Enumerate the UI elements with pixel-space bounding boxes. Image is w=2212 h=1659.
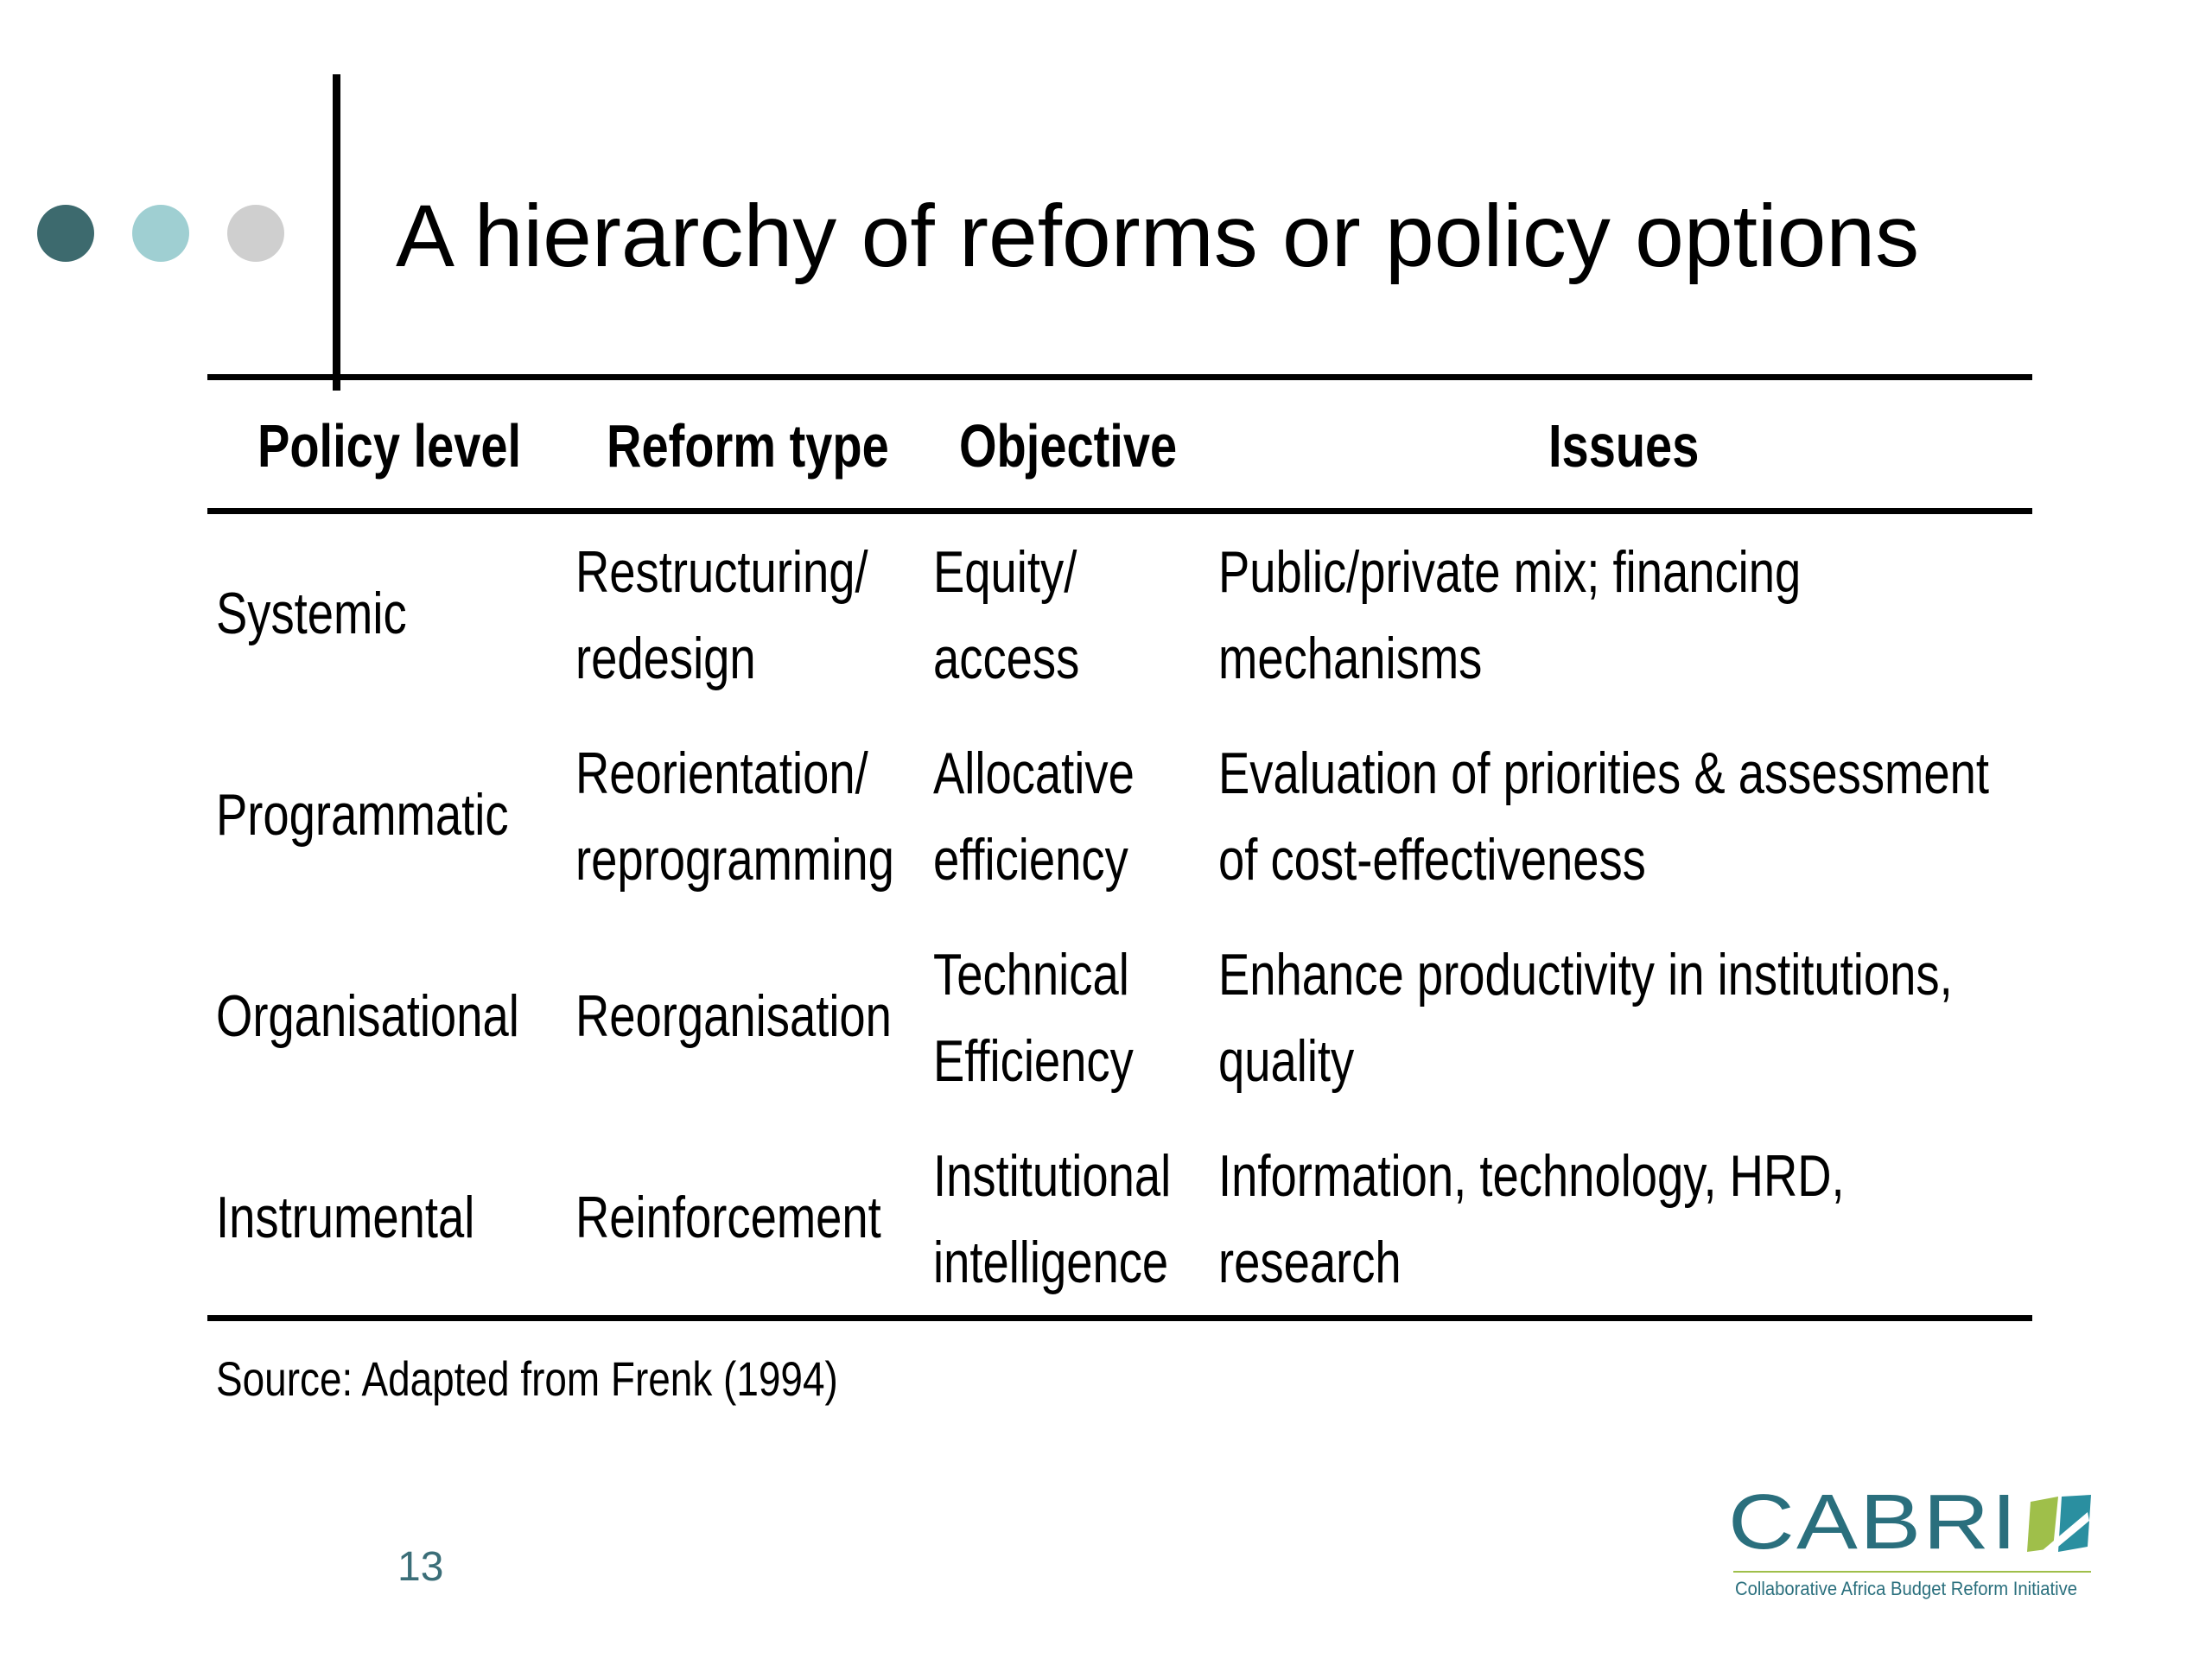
row-instrumental-objective: Institutional intelligence (933, 1143, 1172, 1295)
row-systemic-level: Systemic (216, 581, 407, 646)
header-issues: Issues (1548, 412, 1700, 480)
logo-wordmark: CABRI (1728, 1479, 2019, 1566)
cabri-logo (1728, 1479, 2100, 1602)
row-instrumental-issues: Information, technology, HRD, research (1218, 1143, 1845, 1295)
row-instrumental-reform: Reinforcement (575, 1185, 881, 1250)
row-systemic-reform: Restructuring/ redesign (575, 539, 868, 691)
row-organisational-issues: Enhance productivity in institutions, quality (1218, 942, 1953, 1094)
page-number: 13 (397, 1544, 444, 1590)
row-organisational-objective: Technical Efficiency (933, 942, 1134, 1094)
row-programmatic-issues: Evaluation of priorities & assessment of cost-effectiveness (1218, 741, 1989, 893)
row-organisational-reform: Reorganisation (575, 983, 892, 1049)
row-programmatic-objective: Allocative efficiency (933, 741, 1135, 893)
header-reform-type: Reform type (607, 412, 889, 480)
table-top-rule (207, 374, 2032, 380)
bullet-dot-light (132, 205, 189, 262)
logo-underline (1733, 1571, 2091, 1573)
row-systemic-objective: Equity/ access (933, 539, 1080, 691)
row-instrumental-level: Instrumental (216, 1185, 475, 1250)
bullet-dot-grey (227, 205, 284, 262)
row-organisational-level: Organisational (216, 983, 519, 1049)
table-header-rule (207, 508, 2032, 514)
row-programmatic-reform: Reorientation/ reprogramming (575, 741, 894, 893)
header-policy-level: Policy level (257, 412, 522, 480)
title-divider (333, 74, 340, 391)
source-note: Source: Adapted from Frenk (1994) (216, 1351, 838, 1406)
logo-tagline: Collaborative Africa Budget Reform Initiative (1735, 1578, 2078, 1599)
header-objective: Objective (959, 412, 1178, 480)
row-programmatic-level: Programmatic (216, 782, 509, 848)
logo-mark-icon (2027, 1495, 2091, 1555)
row-systemic-issues: Public/private mix; financing mechanisms (1218, 539, 1802, 691)
table-bottom-rule (207, 1315, 2032, 1321)
bullet-dot-dark (37, 205, 94, 262)
slide-title: A hierarchy of reforms or policy options (396, 187, 1920, 285)
